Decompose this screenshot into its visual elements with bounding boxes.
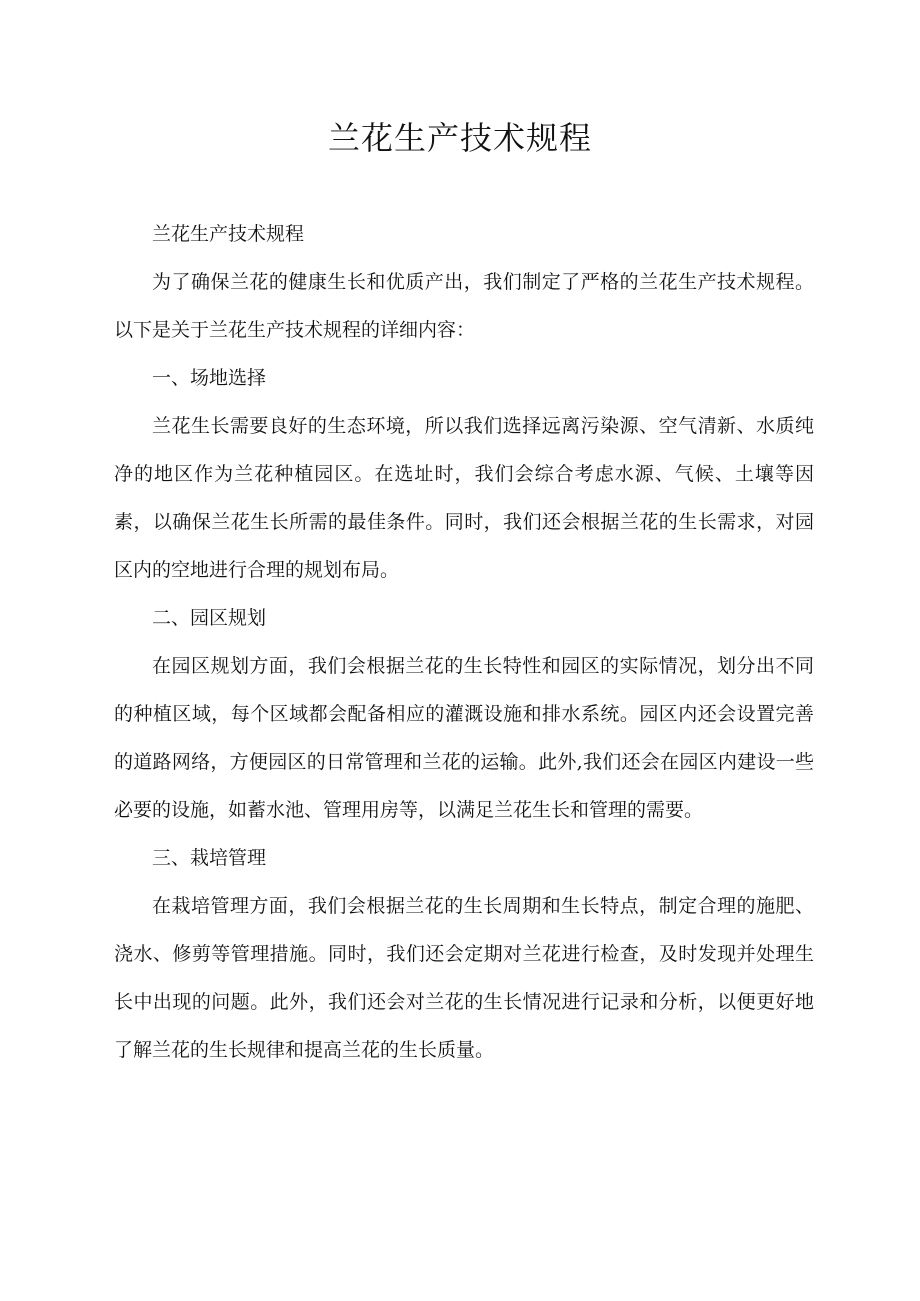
cultivation-paragraph: 在栽培管理方面，我们会根据兰花的生长周期和生长特点，制定合理的施肥、浇水、修剪等管理措施。同时，我们还会定期对兰花进行检查，及时发现并处理生长中出现的问题。此外，我们还会对兰花的生长情况进行记录和分析，以便更好地了解兰花的生长规律和提高兰花的生长质量。 bbox=[114, 895, 814, 1061]
intro-paragraph: 为了确保兰花的健康生长和优质产出，我们制定了严格的兰花生产技术规程。以下是关于兰花生产技术规程的详细内容： bbox=[114, 271, 814, 341]
document-title: 兰花生产技术规程 bbox=[327, 119, 592, 157]
park-planning-paragraph: 在园区规划方面，我们会根据兰花的生长特性和园区的实际情况，划分出不同的种植区域，每个区域都会配备相应的灌溉设施和排水系统。园区内还会设置完善的道路网络，方便园区的日常管理和兰花的运输。此外,我们还会在园区内建设一些必要的设施，如蓄水池、管理用房等，以满足兰花生长和管理的需要。 bbox=[114, 655, 814, 821]
document-body bbox=[114, 210, 814, 1074]
site-selection-paragraph: 兰花生长需要良好的生态环境，所以我们选择远离污染源、空气清新、水质纯净的地区作为兰花种植园区。在选址时，我们会综合考虑水源、气候、土壤等因素，以确保兰花生长所需的最佳条件。同时，我们还会根据兰花的生长需求，对园区内的空地进行合理的规划布局。 bbox=[114, 415, 814, 581]
section-heading-site-selection: 一、场地选择 bbox=[152, 367, 267, 389]
section-heading-cultivation: 三、栽培管理 bbox=[152, 847, 267, 869]
subtitle-paragraph: 兰花生产技术规程 bbox=[152, 223, 305, 245]
section-heading-park-planning: 二、园区规划 bbox=[152, 607, 267, 629]
